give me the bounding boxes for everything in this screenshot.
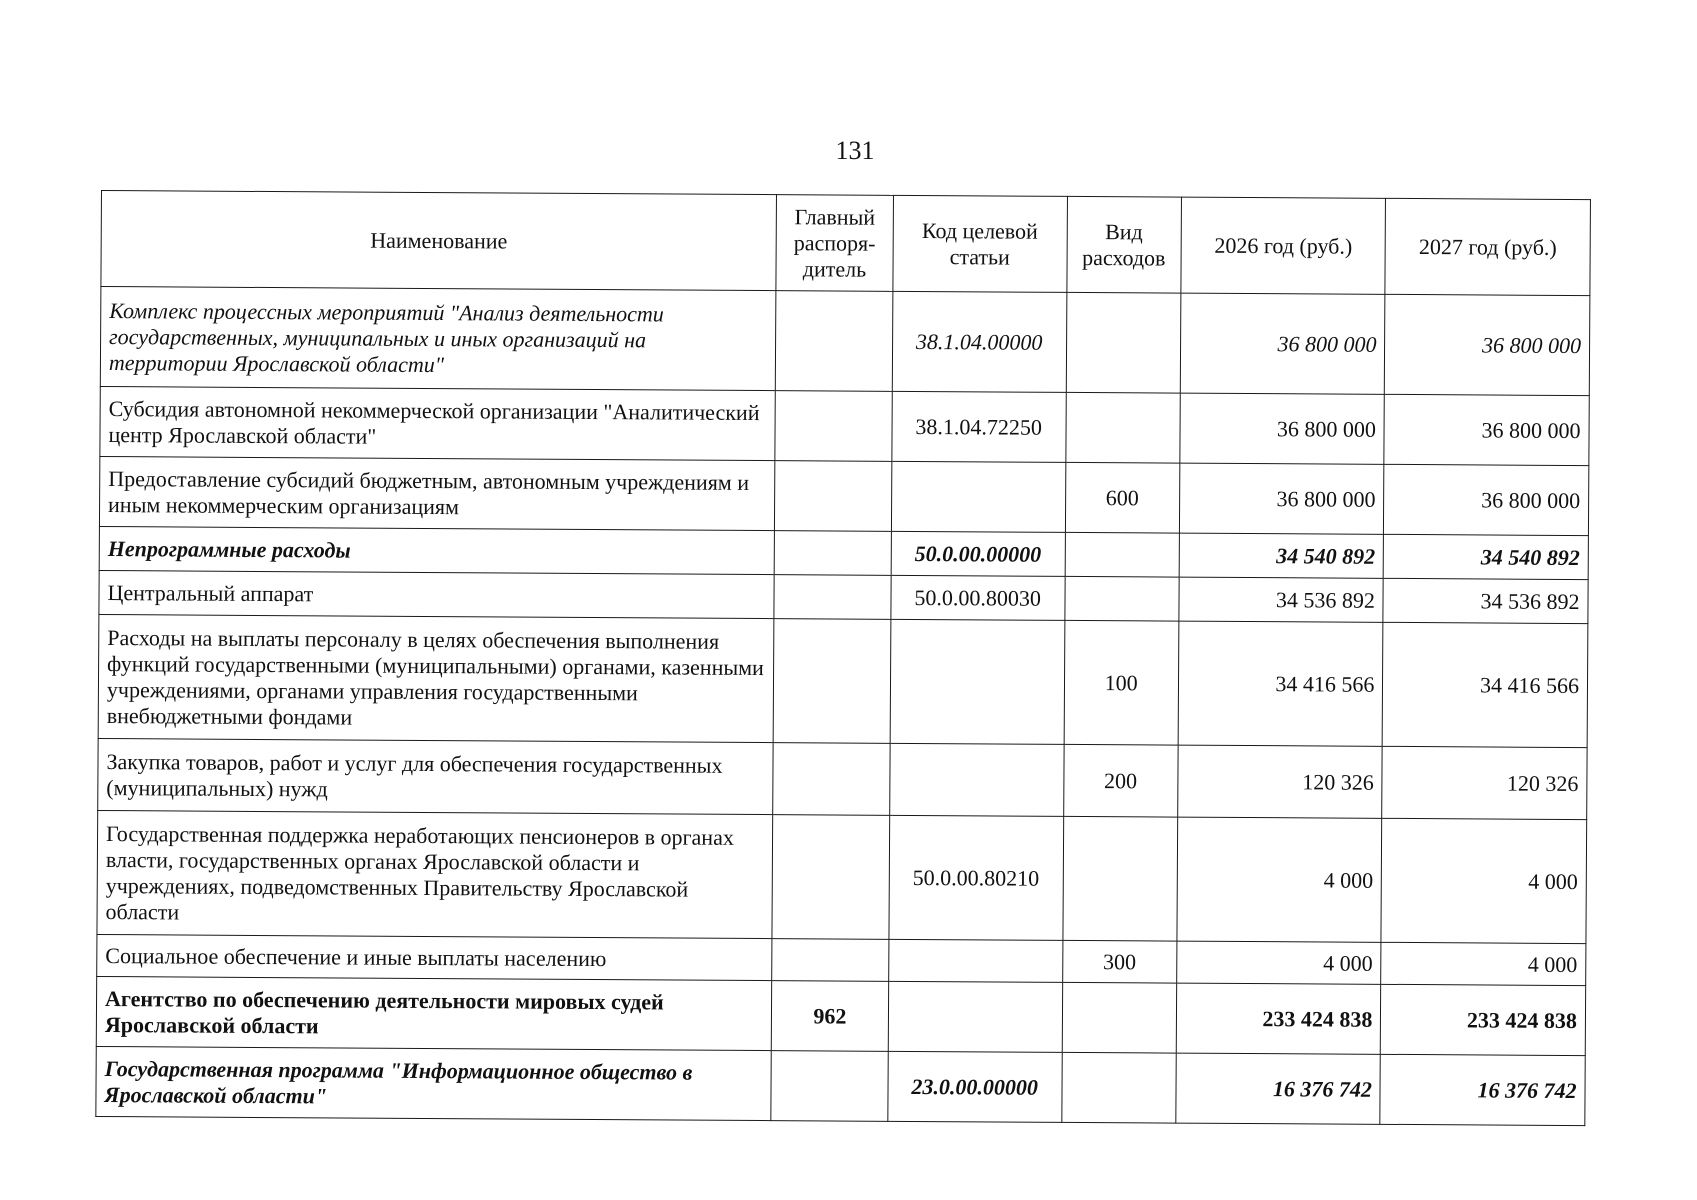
row-code: 50.0.00.80030 <box>891 575 1065 620</box>
row-2027: 120 326 <box>1382 746 1587 819</box>
row-kind <box>1064 576 1179 621</box>
row-2027: 16 376 742 <box>1380 1054 1585 1125</box>
row-code: 23.0.00.00000 <box>888 1051 1062 1122</box>
table-row <box>100 287 1590 396</box>
row-name: Государственная поддержка неработающих пенсионеров в органах власти, государственных органах Ярославской области и учреждениях, подведомственных Правительству Ярославской области <box>97 810 773 938</box>
row-code <box>888 939 1062 982</box>
header-manager: Главный распоря-дитель <box>776 195 893 292</box>
row-code: 38.1.04.72250 <box>892 391 1066 462</box>
row-name: Закупка товаров, работ и услуг для обеспечения государственных (муниципальных) нужд <box>98 738 774 814</box>
row-name: Центральный аппарат <box>99 570 774 618</box>
table-row <box>100 386 1589 465</box>
row-name: Комплекс процессных мероприятий "Анализ деятельности государственных, муниципальных и иных организаций на территории Ярославской области" <box>100 287 776 391</box>
row-2026: 4 000 <box>1177 941 1382 984</box>
row-2026: 233 424 838 <box>1176 983 1381 1054</box>
budget-table <box>95 190 1591 1126</box>
row-2027: 4 000 <box>1381 942 1586 985</box>
row-code <box>890 619 1065 744</box>
row-manager <box>771 1051 888 1122</box>
header-2026: 2026 год (руб.) <box>1181 197 1386 294</box>
row-name: Агентство по обеспечению деятельности мировых судей Ярославской области <box>96 976 772 1050</box>
header-code: Код целевой статьи <box>893 195 1067 292</box>
row-2027: 36 800 000 <box>1384 394 1589 465</box>
row-code <box>889 743 1063 816</box>
row-2027: 36 800 000 <box>1384 464 1589 535</box>
row-code <box>888 981 1062 1052</box>
row-kind <box>1062 982 1177 1053</box>
table-row <box>98 738 1587 819</box>
row-manager <box>774 531 891 576</box>
table-row <box>96 1046 1585 1125</box>
row-kind: 100 <box>1064 620 1179 745</box>
row-manager <box>774 575 891 620</box>
row-2026: 36 800 000 <box>1180 293 1385 394</box>
row-2027: 34 416 566 <box>1383 622 1588 747</box>
header-2027: 2027 год (руб.) <box>1385 198 1590 295</box>
row-manager: 962 <box>771 981 888 1052</box>
table-row <box>99 456 1588 535</box>
row-name: Непрограммные расходы <box>99 526 774 574</box>
row-code: 50.0.00.00000 <box>891 531 1065 576</box>
page-number: 131 <box>835 136 875 165</box>
row-manager <box>772 939 889 982</box>
row-2027: 34 536 892 <box>1383 578 1588 623</box>
row-kind <box>1061 1052 1176 1123</box>
row-2026: 120 326 <box>1178 745 1383 818</box>
header-kind: Вид расходов <box>1066 196 1181 293</box>
row-kind <box>1062 816 1177 941</box>
row-name: Субсидия автономной некоммерческой организации "Аналитический центр Ярославской области" <box>100 386 776 460</box>
table-row <box>96 976 1585 1055</box>
row-2026: 16 376 742 <box>1176 1053 1381 1124</box>
row-2027: 233 424 838 <box>1381 984 1586 1055</box>
table-row <box>98 614 1588 747</box>
row-kind: 600 <box>1065 462 1180 533</box>
row-manager <box>773 743 890 816</box>
row-kind: 200 <box>1063 744 1178 817</box>
row-manager <box>773 619 890 744</box>
row-code: 38.1.04.00000 <box>892 291 1066 392</box>
row-2026: 34 536 892 <box>1179 577 1384 622</box>
row-2027: 36 800 000 <box>1385 294 1590 395</box>
row-manager <box>775 291 892 392</box>
row-name: Расходы на выплаты персоналу в целях обеспечения выполнения функций государственными (муниципальными) органами, казенными учреждениями, органами управления государственными внебюджетными фондами <box>98 614 774 742</box>
row-kind <box>1065 532 1180 577</box>
row-name: Социальное обеспечение и иные выплаты населению <box>97 934 772 980</box>
row-2026: 36 800 000 <box>1179 463 1384 534</box>
header-name: Наименование <box>101 191 777 291</box>
row-2027: 34 540 892 <box>1384 534 1589 579</box>
row-kind <box>1065 392 1180 463</box>
row-2026: 34 416 566 <box>1178 621 1383 746</box>
row-kind <box>1066 292 1181 393</box>
row-code: 50.0.00.80210 <box>889 815 1064 940</box>
row-name: Государственная программа "Информационное общество в Ярославской области" <box>96 1046 772 1120</box>
row-2026: 4 000 <box>1177 817 1382 942</box>
row-manager <box>775 391 892 462</box>
table-header-row <box>101 191 1591 296</box>
row-name: Предоставление субсидий бюджетным, автономным учреждениям и иным некоммерческим организациям <box>99 456 775 530</box>
row-kind: 300 <box>1062 940 1177 983</box>
row-2027: 4 000 <box>1381 818 1586 943</box>
row-2026: 36 800 000 <box>1180 393 1385 464</box>
row-code <box>891 461 1065 532</box>
row-2026: 34 540 892 <box>1179 533 1384 578</box>
row-manager <box>772 815 889 940</box>
table-row <box>97 810 1587 943</box>
row-manager <box>775 461 892 532</box>
